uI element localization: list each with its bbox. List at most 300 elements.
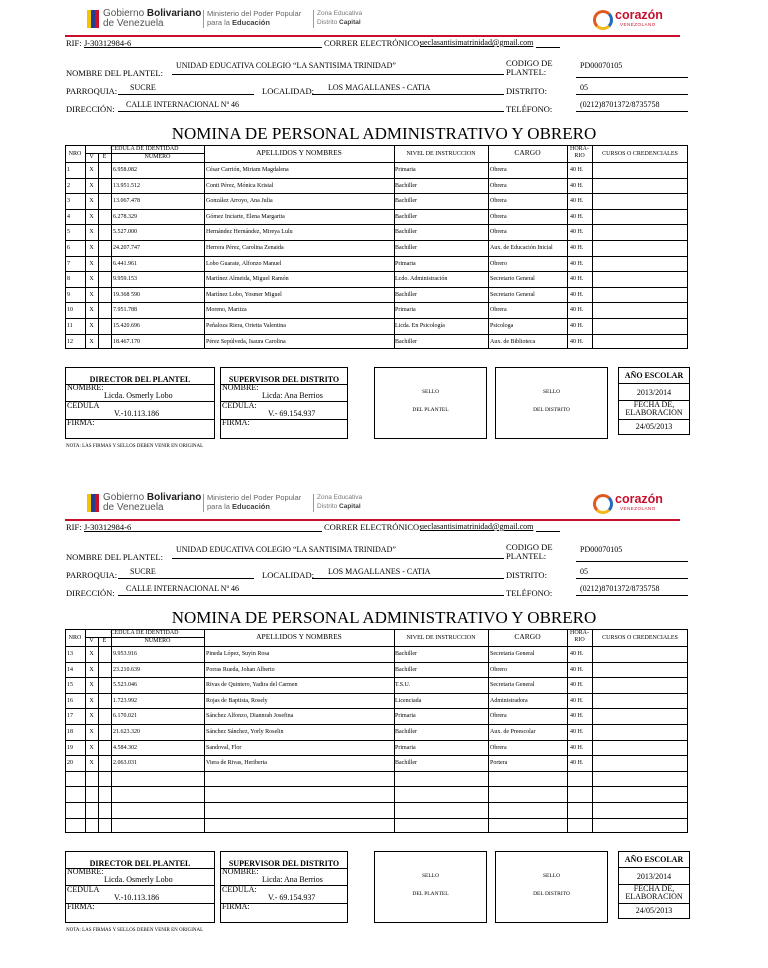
header-cargo: CARGO <box>514 633 541 641</box>
header-red-line <box>65 519 680 521</box>
header-cedula: CEDULA DE IDENTIDAD <box>110 146 179 152</box>
director-title: DIRECTOR DEL PLANTEL <box>89 859 191 868</box>
telefono-value: (0212)8701372/8735758 <box>580 100 660 109</box>
row-v-mark: X <box>89 229 94 236</box>
row-nivel: Bachiller <box>395 245 417 251</box>
row-nro: 5 <box>67 229 70 236</box>
header-cursos: CURSOS O CREDENCIALES <box>602 151 678 157</box>
row-cedula: 23.210.639 <box>113 666 140 673</box>
row-horario: 40 H. <box>570 651 584 657</box>
gobierno-logo <box>87 6 202 32</box>
row-nivel: Primaria <box>395 167 416 173</box>
row-nombre: Sánchez Alfonzo, Diannrah Josefina <box>206 713 294 720</box>
del-distrito-label: DEL DISTRITO <box>533 407 570 413</box>
row-nivel: Bachiller <box>395 291 417 298</box>
table-row-divider <box>65 818 688 819</box>
row-nro: 7 <box>67 260 70 267</box>
row-cedula: 13.951.512 <box>113 182 140 189</box>
row-horario: 40 H. <box>570 682 584 689</box>
row-nro: 6 <box>67 245 70 251</box>
row-nombre: Rojas de Baptista, Rosely <box>206 697 268 704</box>
header-divider-2 <box>313 494 314 512</box>
row-v-mark: X <box>89 682 94 689</box>
supervisor-firma-label: FIRMA: <box>222 902 250 911</box>
codigo-label: CODIGO DE PLANTEL: <box>506 58 553 77</box>
row-horario: 40 H. <box>570 697 584 704</box>
row-nivel: Bachiller <box>395 213 417 220</box>
row-nro: 12 <box>67 338 73 345</box>
row-nombre: Gómez Inciarte, Elena Margarita <box>206 213 285 220</box>
header-nombres: APELLIDOS Y NOMBRES <box>256 633 342 641</box>
header-divider <box>203 494 204 512</box>
sello-distrito-label: SELLO <box>542 389 561 395</box>
telefono-line <box>576 595 688 596</box>
director-nombre-label: NOMBRE: <box>67 867 104 876</box>
table-col-divider <box>98 637 99 833</box>
rif-value: J-30312984-6 <box>84 522 132 532</box>
header-numero: NUMERO <box>144 638 171 644</box>
row-horario: 40 H. <box>570 291 584 298</box>
row-nivel: Bachiller <box>395 651 417 657</box>
row-cedula: 24.207.747 <box>113 245 140 251</box>
row-cargo: Portera <box>490 760 508 767</box>
row-cedula: 1.723.992 <box>113 697 137 704</box>
direccion-label: DIRECCIÓN: <box>66 588 115 598</box>
flag-red-icon <box>95 10 99 28</box>
zona-text: Zona Educativa Distrito Capital <box>317 494 363 510</box>
distrito-value: 05 <box>580 567 588 576</box>
sello-plantel-label: SELLO <box>421 873 440 879</box>
row-nombre: González Arroyo, Ana Julia <box>206 198 273 205</box>
row-v-mark: X <box>89 182 94 189</box>
row-cedula: 9.953.916 <box>113 651 137 657</box>
row-horario: 40 H. <box>570 229 584 236</box>
row-cedula: 21.623.320 <box>113 729 140 735</box>
row-cargo: Aux. de Preescolar <box>490 729 536 735</box>
table-row-divider <box>65 693 688 694</box>
row-nombre: Conti Pérez, Mónica Kristal <box>206 182 274 189</box>
row-v-mark: X <box>89 729 94 735</box>
row-cedula: 13.067.478 <box>113 198 140 205</box>
supervisor-cedula: V.- 69.154.937 <box>268 893 316 902</box>
row-v-mark: X <box>89 307 94 314</box>
header-nro: NRO <box>68 151 82 157</box>
plantel-label: NOMBRE DEL PLANTEL: <box>66 552 163 562</box>
document-page-2 <box>0 484 768 962</box>
fecha-elaboracion-value: 24/05/2013 <box>635 422 673 431</box>
email-label: CORRER ELECTRÓNICO: <box>324 38 422 48</box>
row-v-mark: X <box>89 744 94 751</box>
parroquia-line <box>118 94 254 95</box>
row-nombre: Sánchez Sánchez, Yorly Roselin <box>206 729 284 735</box>
anio-escolar-title: AÑO ESCOLAR <box>624 371 684 380</box>
corazon-heart-icon <box>593 494 613 514</box>
header-e: E <box>102 638 107 644</box>
sello-plantel-box <box>374 367 487 439</box>
supervisor-title: SUPERVISOR DEL DISTRITO <box>228 375 340 384</box>
table-row-divider <box>65 662 688 663</box>
row-nivel: Licda. En Psicología <box>395 323 445 329</box>
row-horario: 40 H. <box>570 666 584 673</box>
supervisor-nombre-label: NOMBRE: <box>222 867 259 876</box>
row-nivel: Primaria <box>395 260 416 267</box>
row-cargo: Secretaria General <box>490 651 535 657</box>
row-horario: 40 H. <box>570 260 584 267</box>
row-horario: 40 H. <box>570 744 584 751</box>
row-horario: 40 H. <box>570 182 584 189</box>
director-name: Licda. Osmerly Lobo <box>104 391 173 400</box>
row-nombre: Porras Rueda, Johan Alberto <box>206 666 275 673</box>
row-nro: 18 <box>67 729 73 735</box>
row-nro: 14 <box>67 666 73 673</box>
row-nombre: Herrera Pérez, Carolina Zenaida <box>206 245 284 251</box>
document-page-1 <box>0 0 768 478</box>
direccion-label: DIRECCIÓN: <box>66 104 115 114</box>
header-cursos: CURSOS O CREDENCIALES <box>602 635 678 641</box>
table-row-divider <box>65 178 688 179</box>
row-v-mark: X <box>89 651 94 657</box>
flag-red-icon <box>95 494 99 512</box>
table-row-divider <box>65 677 688 678</box>
row-nivel: Primaria <box>395 307 416 314</box>
row-nro: 1 <box>67 167 70 173</box>
row-cargo: Secretario General <box>490 276 535 283</box>
header-cedula: CEDULA DE IDENTIDAD <box>110 630 179 636</box>
plantel-line <box>172 74 504 75</box>
gobierno-text: Gobierno <box>103 8 147 19</box>
anio-divider-3 <box>618 419 690 420</box>
row-v-mark: X <box>89 760 94 767</box>
table-row-divider <box>65 318 688 319</box>
telefono-line <box>576 111 688 112</box>
supervisor-cedula-label: CEDULA: <box>222 401 257 410</box>
parroquia-value: SUCRE <box>130 83 156 92</box>
row-horario: 40 H. <box>570 307 584 314</box>
director-name: Licda. Osmerly Lobo <box>104 875 173 884</box>
parroquia-label: PARROQUIA: <box>66 86 118 96</box>
distrito-label: DISTRITO: <box>506 570 547 580</box>
row-nombre: Rivas de Quintero, Yadira del Carmen <box>206 682 298 689</box>
email-value: ueclasantisimatrinidad@gmail.com <box>420 522 534 531</box>
header-horario: HORA- RIO <box>570 630 589 643</box>
header-numero: NUMERO <box>144 154 171 160</box>
table-row-divider <box>65 256 688 257</box>
row-horario: 40 H. <box>570 245 584 251</box>
header-cargo: CARGO <box>514 149 541 157</box>
row-nro: 3 <box>67 198 70 205</box>
director-cedula: V.-10.113.186 <box>114 409 160 418</box>
row-nombre: Pineda López, Suyin Rosa <box>206 651 270 657</box>
row-horario: 40 H. <box>570 760 584 767</box>
row-nivel: Licenciada <box>395 697 422 704</box>
row-nivel: Bachiller <box>395 666 417 673</box>
director-cedula: V.-10.113.186 <box>114 893 160 902</box>
row-nivel: Bachiller <box>395 338 417 345</box>
row-nombre: Martínez Lobo, Yosmer Miguel <box>206 291 282 298</box>
row-nombre: Pérez Sepúlveda, Isaura Carolina <box>206 338 286 345</box>
localidad-label: LOCALIDAD: <box>262 86 314 96</box>
row-nro: 20 <box>67 760 73 767</box>
anio-escolar-title: AÑO ESCOLAR <box>624 855 684 864</box>
corazon-logo <box>593 8 673 34</box>
row-v-mark: X <box>89 697 94 704</box>
row-nivel: T.S.U. <box>395 682 411 689</box>
rif-label: RIF: <box>66 38 82 48</box>
row-v-mark: X <box>89 260 94 267</box>
row-cargo: Secretario General <box>490 291 535 298</box>
row-cargo: Obrera <box>490 167 507 173</box>
anio-escolar-value: 2013/2014 <box>636 872 672 881</box>
row-nivel: Bachiller <box>395 760 417 767</box>
distrito-line <box>576 94 688 95</box>
table-row-divider <box>65 708 688 709</box>
parroquia-label: PARROQUIA: <box>66 570 118 580</box>
row-nombre: César Carrión, Miriam Magdalena <box>206 167 289 173</box>
row-cedula: 19.368 590 <box>113 291 140 298</box>
venezuela-text: de Venezuela <box>103 502 164 513</box>
distrito-label: DISTRITO: <box>506 86 547 96</box>
row-horario: 40 H. <box>570 729 584 735</box>
corazon-heart-icon <box>593 10 613 30</box>
fecha-elaboracion-title: FECHA DE, ELABORACION <box>625 884 683 901</box>
row-nivel: Lcdo. Administración <box>395 276 448 283</box>
table-row-divider <box>65 724 688 725</box>
row-nombre: Sandoval, Flor <box>206 744 242 751</box>
header-divider-2 <box>313 10 314 28</box>
row-cedula: 5.523.046 <box>113 682 137 689</box>
row-nombre: Viera de Rivas, Heriberta <box>206 760 267 767</box>
del-distrito-label: DEL DISTRITO <box>533 891 570 897</box>
row-horario: 40 H. <box>570 276 584 283</box>
ministerio-text: Ministerio del Poder Popular para la Educación <box>207 493 302 511</box>
row-v-mark: X <box>89 198 94 205</box>
corazon-word: corazón <box>615 8 663 22</box>
fecha-elaboracion-title: FECHA DE, ELABORACION <box>625 400 683 417</box>
anio-divider-1 <box>618 383 690 384</box>
localidad-value: LOS MAGALLANES - CATIA <box>328 567 431 576</box>
row-cedula: 7.951.788 <box>113 307 137 314</box>
row-nombre: Martínez Almeida, Miguel Ramón <box>206 276 289 283</box>
nota-firmas: NOTA: LAS FIRMAS Y SELLOS DEBEN VENIR EN ORIGINAL <box>66 928 204 933</box>
supervisor-name: Licda: Ana Berrios <box>262 875 323 884</box>
row-nro: 2 <box>67 182 70 189</box>
corazon-subtext: VENEZOLANO <box>620 506 656 511</box>
row-cargo: Obrero <box>490 260 507 267</box>
direccion-value: CALLE INTERNACIONAL Nº 46 <box>126 584 240 593</box>
supervisor-nombre-label: NOMBRE: <box>222 383 259 392</box>
telefono-label: TELÉFONO: <box>506 104 553 114</box>
header-horario: HORA- RIO <box>570 146 589 159</box>
header-nivel: NIVEL DE INSTRUCCION <box>406 635 476 641</box>
row-nombre: Hernández Hernández, Mireya Lulu <box>206 229 293 236</box>
zona-text: Zona Educativa Distrito Capital <box>317 10 363 26</box>
table-row-divider <box>65 287 688 288</box>
row-cedula: 4.584.302 <box>113 744 137 751</box>
parroquia-value: SUCRE <box>130 567 156 576</box>
row-cargo: Administradora <box>490 697 528 704</box>
bolivariano-text: Bolivariano <box>146 492 202 503</box>
row-cedula: 6.278.329 <box>113 213 137 220</box>
row-nivel: Bachiller <box>395 198 417 205</box>
row-nivel: Bachiller <box>395 229 417 236</box>
header-nombres: APELLIDOS Y NOMBRES <box>256 149 342 157</box>
table-row-divider <box>65 334 688 335</box>
row-cargo: Obrera <box>490 307 507 314</box>
row-cedula: 6.441.961 <box>113 260 137 267</box>
row-horario: 40 H. <box>570 167 584 173</box>
row-nro: 15 <box>67 682 73 689</box>
corazon-subtext: VENEZOLANO <box>620 22 656 27</box>
header-divider <box>203 10 204 28</box>
row-cargo: Aux. de Educación Inicial <box>490 245 553 251</box>
row-cedula: 9.959.153 <box>113 276 137 283</box>
page-title: NOMINA DE PERSONAL ADMINISTRATIVO Y OBRERO <box>171 124 597 143</box>
codigo-value: PD00070105 <box>580 545 623 554</box>
row-nro: 10 <box>67 307 73 314</box>
row-v-mark: X <box>89 323 94 329</box>
rif-value: J-30312984-6 <box>84 38 132 48</box>
supervisor-firma-label: FIRMA: <box>222 418 250 427</box>
fecha-elaboracion-value: 24/05/2013 <box>635 906 673 915</box>
gobierno-text: Gobierno <box>103 492 147 503</box>
table-row-divider <box>65 193 688 194</box>
direccion-line <box>118 111 504 112</box>
telefono-value: (0212)8701372/8735758 <box>580 584 660 593</box>
distrito-value: 05 <box>580 83 588 92</box>
row-nombre: Moreno, Maritza <box>206 307 247 314</box>
anio-divider-3 <box>618 903 690 904</box>
table-row-divider <box>65 771 688 772</box>
row-nombre: Peñaloza Riera, Orietta Valentina <box>206 323 286 329</box>
row-horario: 40 H. <box>570 213 584 220</box>
row-cedula: 15.420.696 <box>113 323 140 329</box>
row-v-mark: X <box>89 713 94 720</box>
header-nivel: NIVEL DE INSTRUCCION <box>406 151 476 157</box>
sello-distrito-label: SELLO <box>542 873 561 879</box>
localidad-line <box>312 94 504 95</box>
codigo-label: CODIGO DE PLANTEL: <box>506 542 553 561</box>
email-line <box>536 531 560 532</box>
plantel-value: UNIDAD EDUCATIVA COLEGIO “LA SANTISIMA TRINIDAD” <box>176 545 396 554</box>
direccion-value: CALLE INTERNACIONAL Nº 46 <box>126 100 240 109</box>
localidad-label: LOCALIDAD: <box>262 570 314 580</box>
row-cargo: Obrera <box>490 744 507 751</box>
row-nro: 9 <box>67 291 70 298</box>
telefono-label: TELÉFONO: <box>506 588 553 598</box>
row-cargo: Obrera <box>490 713 507 720</box>
header-e: E <box>102 154 107 160</box>
plantel-value: UNIDAD EDUCATIVA COLEGIO “LA SANTISIMA TRINIDAD” <box>176 61 396 70</box>
row-horario: 40 H. <box>570 338 584 345</box>
row-v-mark: X <box>89 276 94 283</box>
plantel-line <box>172 558 504 559</box>
row-cedula: 2.063.031 <box>113 760 137 767</box>
corazon-word: corazón <box>615 492 663 506</box>
row-nro: 19 <box>67 744 73 751</box>
table-row-divider <box>65 224 688 225</box>
page-title: NOMINA DE PERSONAL ADMINISTRATIVO Y OBRERO <box>171 608 597 627</box>
row-nro: 17 <box>67 713 73 720</box>
row-nivel: Bachiller <box>395 729 417 735</box>
table-row-divider <box>65 740 688 741</box>
direccion-line <box>118 595 504 596</box>
localidad-value: LOS MAGALLANES - CATIA <box>328 83 431 92</box>
row-cargo: Aux. de Biblioteca <box>490 338 536 345</box>
header-v: V <box>89 638 94 644</box>
row-cargo: Obrera <box>490 198 507 205</box>
del-plantel-label: DEL PLANTEL <box>412 407 449 413</box>
row-horario: 40 H. <box>570 198 584 205</box>
email-label: CORRER ELECTRÓNICO: <box>324 522 422 532</box>
sello-distrito-box <box>495 367 608 439</box>
corazon-logo <box>593 492 673 518</box>
sello-plantel-label: SELLO <box>421 389 440 395</box>
row-cargo: Obrera <box>490 229 507 236</box>
codigo-line <box>576 77 688 78</box>
codigo-value: PD00070105 <box>580 61 623 70</box>
table-header-divider <box>65 162 688 163</box>
rif-line <box>130 47 322 48</box>
table-row-divider <box>65 240 688 241</box>
row-cedula: 6.170.021 <box>113 713 137 720</box>
row-v-mark: X <box>89 666 94 673</box>
row-v-mark: X <box>89 213 94 220</box>
row-nro: 4 <box>67 213 70 220</box>
row-nivel: Primaria <box>395 713 416 720</box>
row-horario: 40 H. <box>570 713 584 720</box>
table-header-divider <box>65 646 688 647</box>
row-nombre: Lobo Guarate, Alfonzo Manuel <box>206 260 282 267</box>
table-row-divider <box>65 209 688 210</box>
plantel-label: NOMBRE DEL PLANTEL: <box>66 68 163 78</box>
anio-divider-1 <box>618 867 690 868</box>
director-cedula-label: CEDULA <box>67 885 100 894</box>
table-row-divider <box>65 802 688 803</box>
row-nivel: Primaria <box>395 744 416 751</box>
row-nro: 11 <box>67 323 73 329</box>
nota-firmas: NOTA: LAS FIRMAS Y SELLOS DEBEN VENIR EN ORIGINAL <box>66 444 204 449</box>
supervisor-title: SUPERVISOR DEL DISTRITO <box>228 859 340 868</box>
row-nro: 16 <box>67 697 73 704</box>
codigo-line <box>576 561 688 562</box>
rif-line <box>130 531 322 532</box>
supervisor-name: Licda: Ana Berrios <box>262 391 323 400</box>
director-cedula-label: CEDULA <box>67 401 100 410</box>
rif-label: RIF: <box>66 522 82 532</box>
table-col-divider <box>98 153 99 349</box>
row-v-mark: X <box>89 338 94 345</box>
table-row-divider <box>65 786 688 787</box>
sello-plantel-box <box>374 851 487 923</box>
row-cedula: 6.958.082 <box>113 167 137 173</box>
table-row-divider <box>65 271 688 272</box>
table-row-divider <box>65 755 688 756</box>
distrito-line <box>576 578 688 579</box>
row-nro: 8 <box>67 276 70 283</box>
sello-distrito-box <box>495 851 608 923</box>
parroquia-line <box>118 578 254 579</box>
supervisor-cedula-label: CEDULA: <box>222 885 257 894</box>
row-cedula: 5.527.000 <box>113 229 137 236</box>
director-nombre-label: NOMBRE: <box>67 383 104 392</box>
row-v-mark: X <box>89 167 94 173</box>
supervisor-cedula: V.- 69.154.937 <box>268 409 316 418</box>
row-cargo: Obrera <box>490 182 507 189</box>
venezuela-text: de Venezuela <box>103 18 164 29</box>
del-plantel-label: DEL PLANTEL <box>412 891 449 897</box>
email-value: ueclasantisimatrinidad@gmail.com <box>420 38 534 47</box>
director-firma-label: FIRMA: <box>67 418 95 427</box>
